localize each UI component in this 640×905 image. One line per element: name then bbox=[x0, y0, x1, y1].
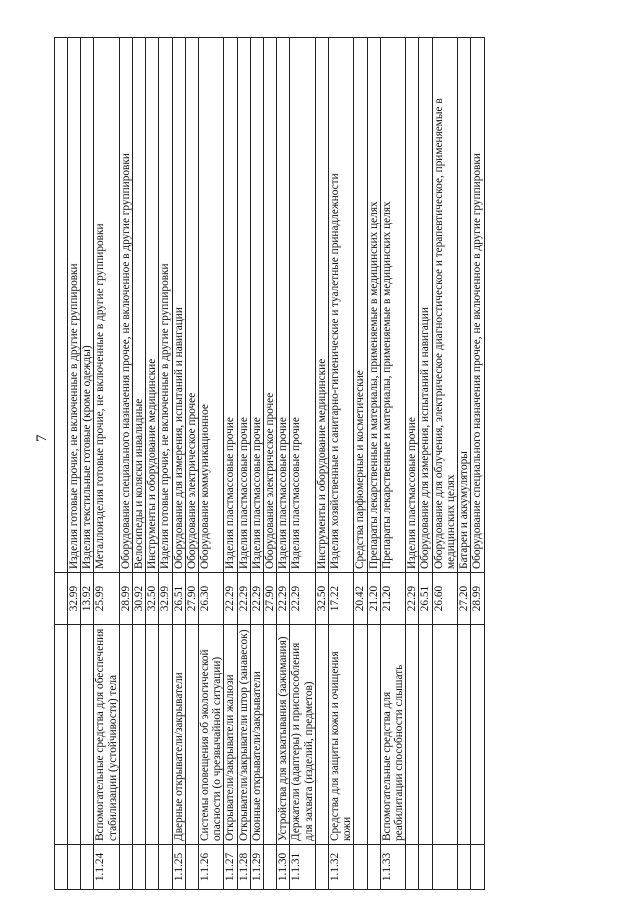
cell-name: Средства для защиты кожи и очищения кожи bbox=[329, 625, 354, 845]
cell-code bbox=[55, 573, 68, 625]
table-row bbox=[185, 38, 198, 890]
cell-number bbox=[458, 845, 471, 890]
cell-name: Открыватели/закрыватели жалюзи bbox=[224, 625, 237, 845]
cell-name bbox=[133, 625, 146, 845]
cell-description: Инструменты и оборудование медицинские bbox=[315, 38, 328, 573]
cell-name bbox=[119, 625, 132, 845]
cell-description: Изделия хозяйственные и санитарно-гигиенические и туалетные принадлежности bbox=[329, 38, 354, 573]
rotated-page-content bbox=[54, 38, 568, 890]
cell-description: Оборудование специального назначения прочее, не включенное в другие группировки bbox=[471, 38, 484, 573]
cell-name bbox=[315, 625, 328, 845]
cell-number bbox=[315, 845, 328, 890]
table-row bbox=[264, 38, 277, 890]
cell-description: Инструменты и оборудование медицинские bbox=[146, 38, 159, 573]
cell-description: Оборудование электрическое прочее bbox=[185, 38, 198, 573]
cell-number: 1.1.28 bbox=[237, 845, 250, 890]
cell-name: Дверные открыватели/закрыватели bbox=[172, 625, 185, 845]
cell-name: Оконные открыватели/закрыватели bbox=[250, 625, 263, 845]
cell-description: Изделия пластмассовые прочие bbox=[224, 38, 237, 573]
cell-name bbox=[146, 625, 159, 845]
cell-number: 1.1.32 bbox=[329, 845, 354, 890]
cell-code: 32.99 bbox=[68, 573, 81, 625]
cell-description: Изделия готовые прочие, не включенные в другие группировки bbox=[68, 38, 81, 573]
cell-name: Держатели (адаптеры) и приспособления для захвата (изделий, предметов) bbox=[290, 625, 315, 845]
cell-name bbox=[81, 625, 94, 845]
cell-name bbox=[458, 625, 471, 845]
cell-code: 20.42 bbox=[354, 573, 367, 625]
cell-number: 1.1.31 bbox=[290, 845, 315, 890]
cell-code: 32.99 bbox=[159, 573, 172, 625]
cell-code: 26.60 bbox=[432, 573, 457, 625]
cell-number bbox=[81, 845, 94, 890]
cell-name: Вспомогательные средства для реабилитации способности слышать bbox=[380, 625, 405, 845]
cell-description: Оборудование для облучения, электрическое диагностическое и терапевтическое, применяемые в медицинских целях bbox=[432, 38, 457, 573]
cell-code: 22.29 bbox=[290, 573, 315, 625]
cell-number bbox=[354, 845, 367, 890]
cell-description: Препараты лекарственные и материалы, применяемые в медицинских целях bbox=[380, 38, 405, 573]
cell-code: 32.50 bbox=[146, 573, 159, 625]
cell-code: 25.99 bbox=[94, 573, 119, 625]
table-row bbox=[419, 38, 432, 890]
cell-description: Изделия пластмассовые прочие bbox=[290, 38, 315, 573]
cell-number bbox=[406, 845, 419, 890]
cell-code: 26.30 bbox=[199, 573, 224, 625]
cell-description: Оборудование специального назначения прочее, не включенное в другие группировки bbox=[119, 38, 132, 573]
table-row bbox=[68, 38, 81, 890]
cell-name bbox=[419, 625, 432, 845]
cell-description: Препараты лекарственные и материалы, применяемые в медицинских целях bbox=[367, 38, 380, 573]
cell-code: 26.51 bbox=[419, 573, 432, 625]
table-row bbox=[81, 38, 94, 890]
cell-code: 21.20 bbox=[380, 573, 405, 625]
cell-code: 22.29 bbox=[277, 573, 290, 625]
table-row bbox=[277, 38, 290, 890]
cell-name bbox=[55, 625, 68, 845]
cell-code: 27.90 bbox=[264, 573, 277, 625]
cell-code: 30.92 bbox=[133, 573, 146, 625]
cell-description: Оборудование электрическое прочее bbox=[264, 38, 277, 573]
cell-code: 13.92 bbox=[81, 573, 94, 625]
cell-description: Металлоизделия готовые прочие, не включенные в другие группировки bbox=[94, 38, 119, 573]
classification-table bbox=[54, 37, 485, 890]
table-body bbox=[55, 38, 485, 890]
table-row bbox=[133, 38, 146, 890]
cell-code: 27.90 bbox=[185, 573, 198, 625]
cell-description: Изделия текстильные готовые (кроме одежды) bbox=[81, 38, 94, 573]
table-row bbox=[367, 38, 380, 890]
cell-number bbox=[146, 845, 159, 890]
cell-number bbox=[68, 845, 81, 890]
table-row bbox=[432, 38, 457, 890]
cell-code: 28.99 bbox=[471, 573, 484, 625]
cell-number bbox=[432, 845, 457, 890]
cell-description: Изделия пластмассовые прочие bbox=[237, 38, 250, 573]
cell-code: 27.20 bbox=[458, 573, 471, 625]
cell-code: 22.29 bbox=[237, 573, 250, 625]
table-row bbox=[224, 38, 237, 890]
cell-code: 22.29 bbox=[250, 573, 263, 625]
cell-description: Средства парфюмерные и косметические bbox=[354, 38, 367, 573]
table-row bbox=[146, 38, 159, 890]
cell-code: 22.29 bbox=[406, 573, 419, 625]
cell-number bbox=[419, 845, 432, 890]
cell-number bbox=[185, 845, 198, 890]
table-row bbox=[172, 38, 185, 890]
cell-number bbox=[119, 845, 132, 890]
table-row bbox=[458, 38, 471, 890]
cell-name bbox=[185, 625, 198, 845]
cell-description: Оборудование для измерения, испытаний и навигации bbox=[419, 38, 432, 573]
cell-name bbox=[68, 625, 81, 845]
cell-name bbox=[354, 625, 367, 845]
table-row bbox=[119, 38, 132, 890]
table-row bbox=[94, 38, 119, 890]
page-number: 7 bbox=[34, 434, 50, 442]
cell-description: Батареи и аккумуляторы bbox=[458, 38, 471, 573]
cell-description: Изделия готовые прочие, не включенные в другие группировки bbox=[159, 38, 172, 573]
cell-name bbox=[471, 625, 484, 845]
cell-name: Системы оповещения об экологической опасности (о чрезвычайной ситуации) bbox=[199, 625, 224, 845]
cell-number bbox=[471, 845, 484, 890]
cell-number: 1.1.26 bbox=[199, 845, 224, 890]
cell-code: 28.99 bbox=[119, 573, 132, 625]
table-row-top-continuation bbox=[55, 38, 68, 890]
cell-description bbox=[55, 38, 68, 573]
cell-number: 1.1.27 bbox=[224, 845, 237, 890]
table-row bbox=[315, 38, 328, 890]
cell-number: 1.1.30 bbox=[277, 845, 290, 890]
table-row bbox=[199, 38, 224, 890]
cell-number bbox=[264, 845, 277, 890]
table-row bbox=[329, 38, 354, 890]
table-row bbox=[354, 38, 367, 890]
cell-number: 1.1.29 bbox=[250, 845, 263, 890]
cell-name bbox=[264, 625, 277, 845]
cell-name bbox=[159, 625, 172, 845]
cell-number: 1.1.24 bbox=[94, 845, 119, 890]
cell-number bbox=[159, 845, 172, 890]
table-row bbox=[290, 38, 315, 890]
table-row bbox=[406, 38, 419, 890]
cell-code: 26.51 bbox=[172, 573, 185, 625]
table-row bbox=[380, 38, 405, 890]
cell-number bbox=[367, 845, 380, 890]
table-row bbox=[250, 38, 263, 890]
table-row bbox=[237, 38, 250, 890]
cell-description: Оборудование коммуникационное bbox=[199, 38, 224, 573]
cell-number: 1.1.33 bbox=[380, 845, 405, 890]
cell-number bbox=[133, 845, 146, 890]
cell-description: Изделия пластмассовые прочие bbox=[406, 38, 419, 573]
cell-number bbox=[55, 845, 68, 890]
cell-name bbox=[367, 625, 380, 845]
cell-code: 17.22 bbox=[329, 573, 354, 625]
cell-code: 21.20 bbox=[367, 573, 380, 625]
cell-code: 22.29 bbox=[224, 573, 237, 625]
cell-description: Оборудование для измерения, испытаний и навигации bbox=[172, 38, 185, 573]
cell-name: Устройства для захватывания (зажимания) bbox=[277, 625, 290, 845]
cell-code: 32.50 bbox=[315, 573, 328, 625]
table-row bbox=[471, 38, 484, 890]
cell-name bbox=[432, 625, 457, 845]
cell-name: Открыватели/закрыватели штор (занавесок) bbox=[237, 625, 250, 845]
table-row bbox=[159, 38, 172, 890]
cell-description: Изделия пластмассовые прочие bbox=[277, 38, 290, 573]
cell-description: Велосипеды и коляски инвалидные bbox=[133, 38, 146, 573]
cell-number: 1.1.25 bbox=[172, 845, 185, 890]
cell-description: Изделия пластмассовые прочие bbox=[250, 38, 263, 573]
cell-name: Вспомогательные средства для обеспечения стабилизации (устойчивости) тела bbox=[94, 625, 119, 845]
cell-name bbox=[406, 625, 419, 845]
